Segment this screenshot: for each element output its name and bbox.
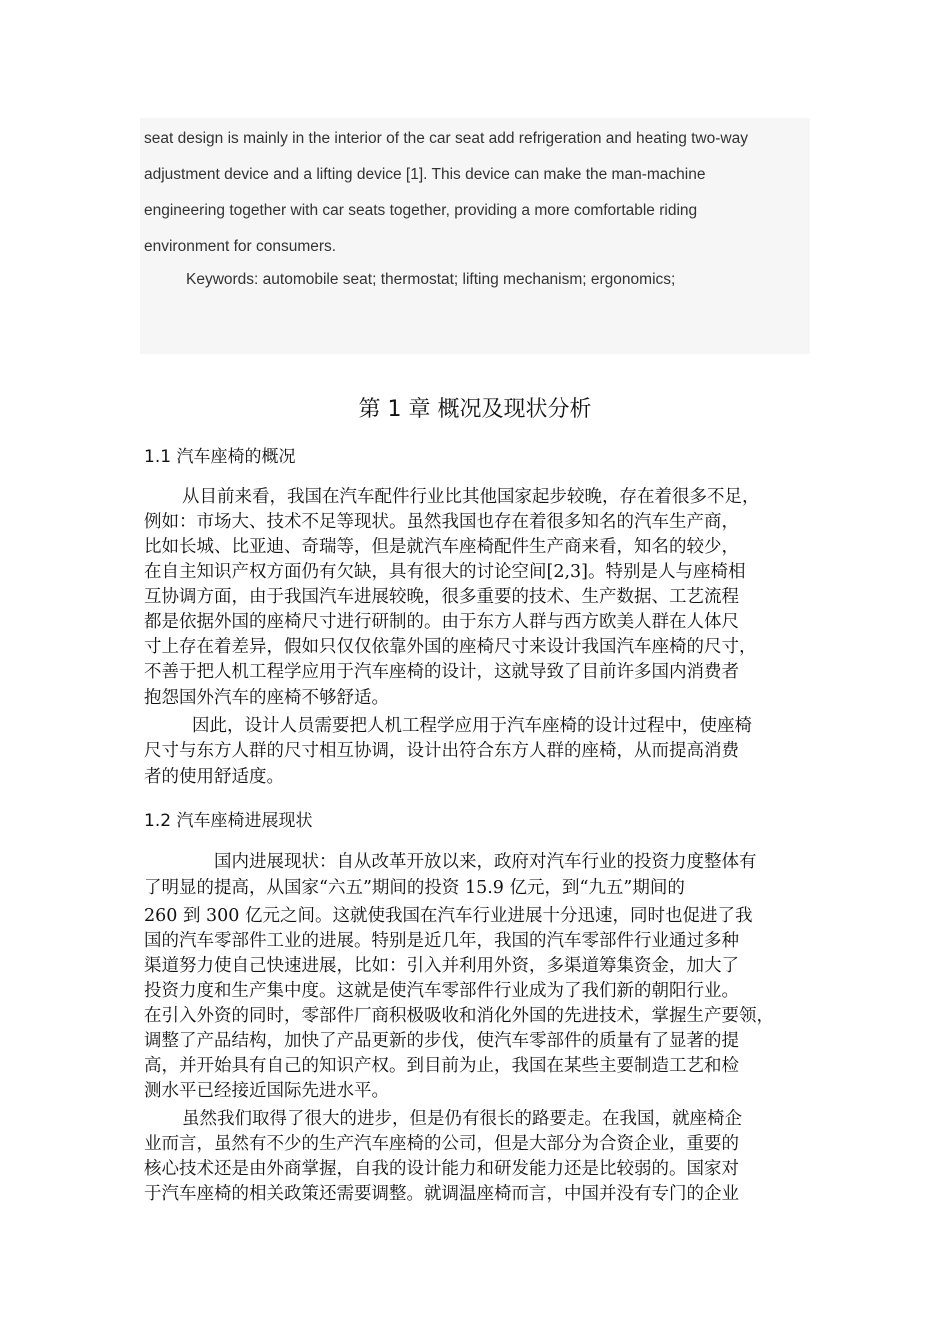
paragraph-line: 都是依据外国的座椅尺寸进行研制的。由于东方人群与西方欧美人群在人体尺 <box>144 612 739 632</box>
paragraph-line: 于汽车座椅的相关政策还需要调整。就调温座椅而言，中国并没有专门的企业 <box>144 1184 739 1204</box>
paragraph-line: 投资力度和生产集中度。这就是使汽车零部件行业成为了我们新的朝阳行业。 <box>144 981 739 1001</box>
paragraph-line: 国的汽车零部件工业的进展。特别是近几年，我国的汽车零部件行业通过多种 <box>144 931 739 951</box>
paragraph-line: 渠道努力使自己快速进展，比如：引入并利用外资，多渠道筹集资金，加大了 <box>144 956 739 976</box>
paragraph-line: 测水平已经接近国际先进水平。 <box>144 1081 389 1101</box>
abstract-line: environment for consumers. <box>144 238 337 255</box>
paragraph-line: 抱怨国外汽车的座椅不够舒适。 <box>144 688 389 708</box>
paragraph-line: 因此，设计人员需要把人机工程学应用于汽车座椅的设计过程中，使座椅 <box>192 716 752 736</box>
paragraph-line: 国内进展现状：自从改革开放以来，政府对汽车行业的投资力度整体有 <box>214 852 757 872</box>
paragraph-line: 了明显的提高，从国家“六五”期间的投资 15.9 亿元，到“九五”期间的 <box>144 878 685 898</box>
paragraph-line: 虽然我们取得了很大的进步，但是仍有很长的路要走。在我国，就座椅企 <box>182 1109 742 1129</box>
paragraph-line: 从目前来看，我国在汽车配件行业比其他国家起步较晚，存在着很多不足， <box>182 487 760 507</box>
paragraph-line: 260 到 300 亿元之间。这就使我国在汽车行业进展十分迅速，同时也促进了我 <box>144 906 753 926</box>
abstract-block <box>140 118 810 354</box>
abstract-line: engineering together with car seats together, providing a more comfortable riding <box>144 202 698 219</box>
paragraph-line: 调整了产品结构，加快了产品更新的步伐，使汽车零部件的质量有了显著的提 <box>144 1031 739 1051</box>
section-heading-1-2: 1.2 汽车座椅进展现状 <box>144 811 313 831</box>
section-heading-1-1: 1.1 汽车座椅的概况 <box>144 447 296 467</box>
paragraph-line: 核心技术还是由外商掌握，自我的设计能力和研发能力还是比较弱的。国家对 <box>144 1159 739 1179</box>
chapter-title: 第 1 章 概况及现状分析 <box>358 397 592 422</box>
paragraph-line: 在自主知识产权方面仍有欠缺，具有很大的讨论空间[2,3]。特别是人与座椅相 <box>144 562 746 582</box>
paragraph-line: 业而言，虽然有不少的生产汽车座椅的公司，但是大部分为合资企业，重要的 <box>144 1134 739 1154</box>
abstract-line: adjustment device and a lifting device [1]. This device can make the man-machine <box>144 166 706 183</box>
paragraph-line: 互协调方面，由于我国汽车进展较晚，很多重要的技术、生产数据、工艺流程 <box>144 587 739 607</box>
paragraph-line: 寸上存在着差异，假如只仅仅依靠外国的座椅尺寸来设计我国汽车座椅的尺寸， <box>144 637 757 657</box>
paragraph-line: 在引入外资的同时，零部件厂商积极吸收和消化外国的先进技术，掌握生产要领， <box>144 1006 774 1026</box>
paragraph-line: 不善于把人机工程学应用于汽车座椅的设计，这就导致了目前许多国内消费者 <box>144 662 739 682</box>
paragraph-line: 例如：市场大、技术不足等现状。虽然我国也存在着很多知名的汽车生产商， <box>144 512 739 532</box>
paragraph-line: 比如长城、比亚迪、奇瑞等，但是就汽车座椅配件生产商来看，知名的较少， <box>144 537 739 557</box>
paragraph-line: 高，并开始具有自己的知识产权。到目前为止，我国在某些主要制造工艺和检 <box>144 1056 739 1076</box>
abstract-line: seat design is mainly in the interior of the car seat add refrigeration and heating two-way <box>144 130 748 147</box>
paragraph-line: 者的使用舒适度。 <box>144 767 284 787</box>
paragraph-line: 尺寸与东方人群的尺寸相互协调，设计出符合东方人群的座椅，从而提高消费 <box>144 741 739 761</box>
keywords-line: Keywords: automobile seat; thermostat; lifting mechanism; ergonomics; <box>186 271 676 288</box>
